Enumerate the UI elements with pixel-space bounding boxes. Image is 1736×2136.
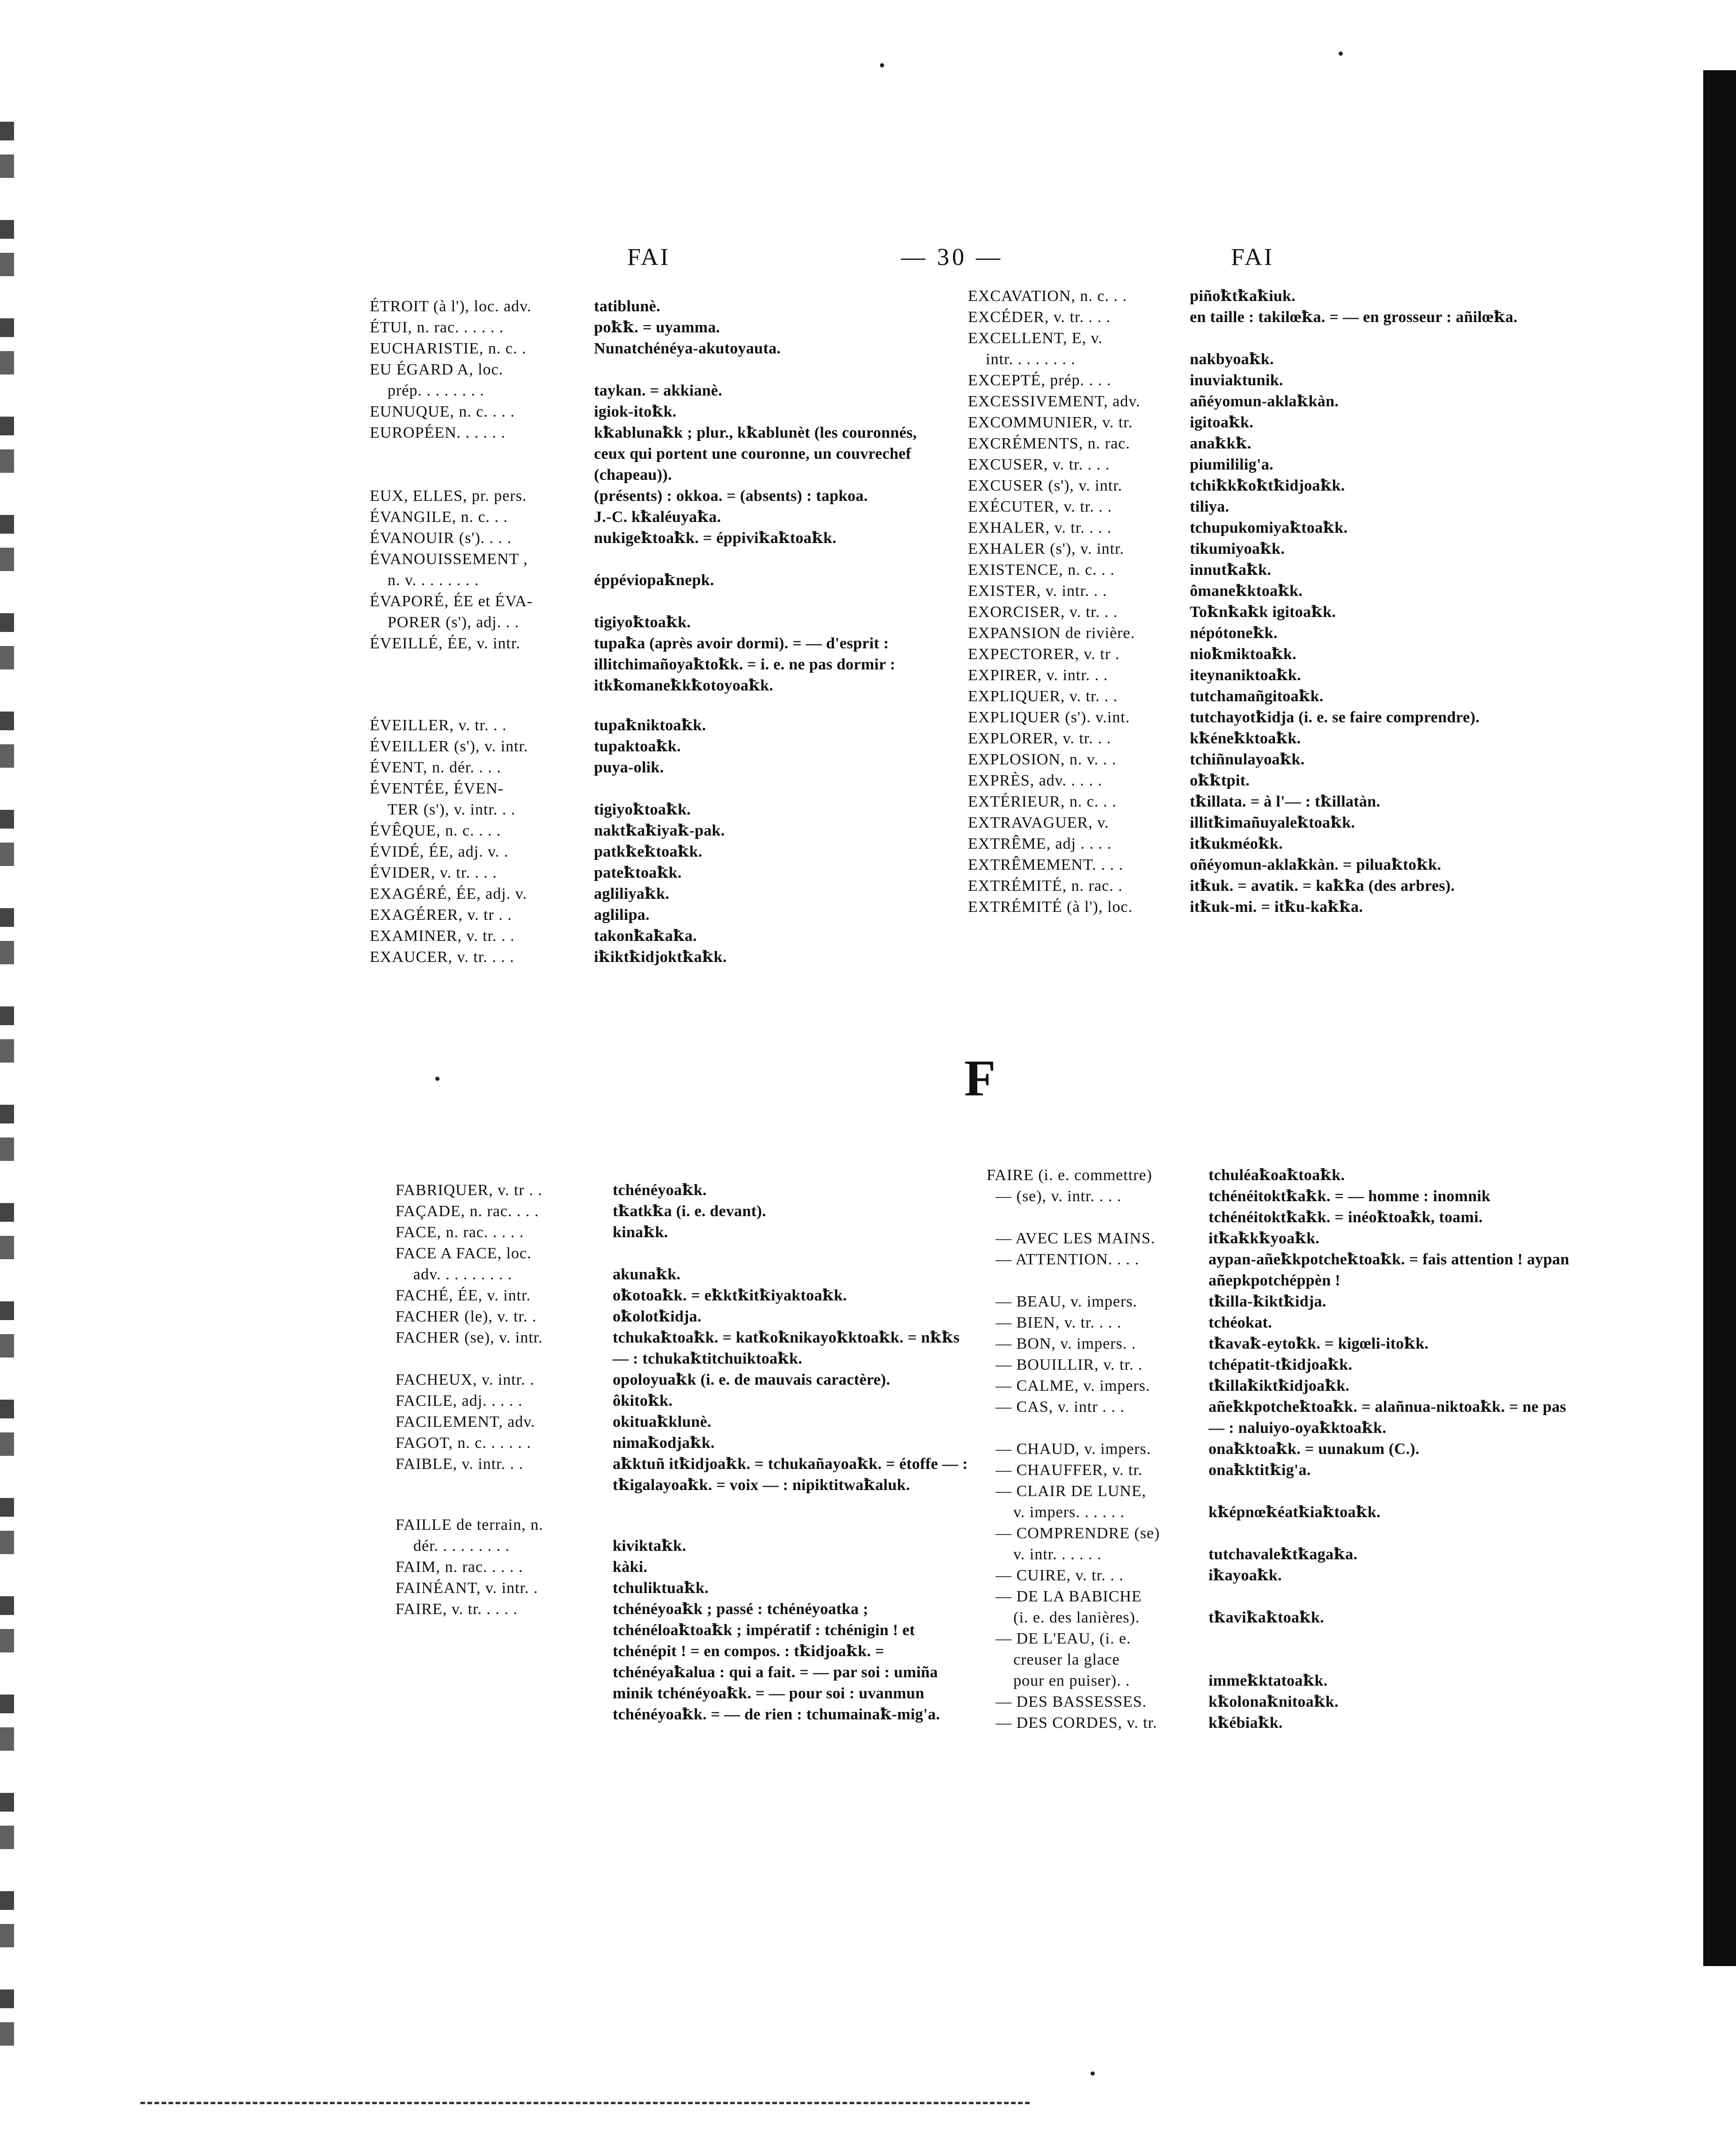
entry-translation: éppéviopaꝁnepk.: [594, 572, 714, 589]
entry-translation: en taille : takilœꝁa. = — en grosseur : añilœꝁa.: [1190, 308, 1518, 326]
dictionary-entry: [987, 1481, 1576, 1523]
dictionary-entry: [987, 1523, 1576, 1565]
entry-translation: onaꝁktoaꝁk. = uunakum (C.).: [1209, 1440, 1420, 1458]
entry-translation: tchuléaꝁoaꝁtoaꝁk.: [1209, 1167, 1345, 1184]
dictionary-entry: [968, 496, 1553, 517]
entry-translation: patkꝁeꝁtoaꝁk.: [594, 843, 703, 860]
entry-headword: FAIRE, v. tr. . . . .: [396, 1600, 518, 1618]
dictionary-entry: [370, 506, 950, 528]
entry-headword: EXCUSER, v. tr. . . .: [968, 456, 1110, 473]
dictionary-entry: [968, 559, 1553, 580]
dictionary-entry: [987, 1186, 1576, 1228]
dictionary-entry: [396, 1243, 976, 1285]
dictionary-entry: [370, 359, 950, 401]
entry-translation: tutchamañgitoaꝁk.: [1190, 688, 1324, 705]
entry-headword: — CHAUFFER, v. tr.: [987, 1461, 1143, 1479]
dictionary-entry: [987, 1375, 1576, 1396]
entry-translation: tutchavaleꝁtꝁagaꝁa.: [1209, 1546, 1358, 1563]
entry-translation: puya-olik.: [594, 759, 664, 776]
entry-translation: tchukaꝁtoaꝁk. = katꝁoꝁnikayoꝁktoaꝁk. = nꝁꝁs — : tchukaꝁtitchuiktoaꝁk.: [613, 1329, 964, 1367]
dictionary-entry: [968, 749, 1553, 770]
entry-headword: EXISTER, v. intr. . .: [968, 582, 1107, 600]
entry-translation: tchiꝁkꝁoꝁtꝁidjoaꝁk.: [1190, 477, 1345, 494]
entry-headword: EXCAVATION, n. c. . .: [968, 287, 1127, 305]
entry-translation: poꝁꝁ. = uyamma.: [594, 319, 720, 336]
entry-headword: EXÉCUTER, v. tr. . .: [968, 498, 1112, 515]
entry-headword: ÉVIDER, v. tr. . . .: [370, 864, 497, 881]
dictionary-entry: [987, 1439, 1576, 1460]
entry-headword: ÉVEILLER (s'), v. intr.: [370, 738, 528, 755]
entry-headword: FAIBLE, v. intr. . .: [396, 1455, 524, 1473]
entry-translation: tꝁavaꝁ-eytoꝁk. = kigœli-itoꝁk.: [1209, 1335, 1429, 1352]
entry-translation: kꝁébiaꝁk.: [1209, 1714, 1283, 1732]
entry-translation: tꝁatkꝁa (i. e. devant).: [613, 1203, 766, 1220]
entry-headword: ÉVENT, n. dér. . . .: [370, 759, 501, 776]
entry-headword: EUCHARISTIE, n. c. .: [370, 340, 527, 357]
entry-translation: nimaꝁodjaꝁk.: [613, 1434, 715, 1452]
entry-translation: oꝁꝁtpit.: [1190, 772, 1250, 789]
entry-translation: iteynaniktoaꝁk.: [1190, 667, 1301, 684]
entry-translation: itꝁuk-mi. = itꝁu-kaꝁꝁa.: [1190, 898, 1363, 916]
dictionary-entry: [370, 549, 950, 591]
entry-headword: FACHER (le), v. tr. .: [396, 1308, 537, 1325]
entry-spacer: [396, 1496, 976, 1514]
entry-headword: EXPLOSION, n. v. . .: [968, 751, 1117, 768]
dictionary-entry: [968, 475, 1553, 496]
entry-translation: tutchayotꝁidja (i. e. se faire comprendre).: [1190, 709, 1480, 726]
entry-headword: FAGOT, n. c. . . . . .: [396, 1434, 531, 1452]
entry-translation: iꝁiktꝁidjoktꝁaꝁk.: [594, 948, 727, 966]
entry-headword: FACE A FACE, loc. adv. . . . . . . . .: [396, 1245, 532, 1283]
column-f-left: [396, 1180, 976, 1725]
entry-translation: pateꝁtoaꝁk.: [594, 864, 682, 881]
entry-translation: tigiyoꝁtoaꝁk.: [594, 801, 691, 818]
entry-translation: tchénéyoaꝁk ; passé : tchénéyoatka ; tchénéloaꝁtoaꝁk ; impératif : tchénigin ! et tchénépit ! = en compos. : tꝁidjoaꝁk. = tchénéyaꝁalua : qui a fait. = — par soi : umiña minik tchénéyoaꝁk. = — pour soi : uvanmun tchénéyoaꝁk. = — de rien : tchumainaꝁ-mig'a.: [613, 1600, 942, 1723]
entry-translation: igiok-itoꝁk.: [594, 403, 677, 420]
dictionary-entry: [370, 422, 950, 485]
entry-headword: — BEAU, v. impers.: [987, 1293, 1137, 1310]
entry-translation: aypan-añeꝁkpotcheꝁtoaꝁk. = fais attention ! aypan añepkpotchéppèn !: [1209, 1251, 1574, 1289]
scan-speck: [435, 1077, 439, 1081]
entry-translation: innutꝁaꝁk.: [1190, 561, 1272, 579]
entry-headword: ÉVANOUISSEMENT , n. v. . . . . . . .: [370, 551, 528, 589]
entry-headword: FACHER (se), v. intr.: [396, 1329, 543, 1346]
entry-headword: EXHALER, v. tr. . . .: [968, 519, 1112, 536]
entry-headword: EXPECTORER, v. tr .: [968, 646, 1120, 663]
dictionary-entry: [370, 862, 950, 883]
entry-translation: aglilipa.: [594, 906, 650, 924]
entry-translation: J.-C. kꝁaléuyaꝁa.: [594, 508, 721, 526]
entry-headword: — BIEN, v. tr. . . .: [987, 1314, 1122, 1331]
dictionary-entry: [370, 528, 950, 549]
entry-headword: FAILLE de terrain, n. dér. . . . . . . . .: [396, 1516, 543, 1555]
dictionary-entry: [968, 602, 1553, 623]
dictionary-entry: [968, 812, 1553, 833]
entry-translation: tupaktoaꝁk.: [594, 738, 681, 755]
entry-headword: — BON, v. impers. .: [987, 1335, 1136, 1352]
entry-translation: tꝁilla-ꝁiktꝁidja.: [1209, 1293, 1326, 1310]
dictionary-entry: [987, 1249, 1576, 1291]
entry-headword: EXTRÊMEMENT. . . .: [968, 856, 1123, 873]
entry-translation: kàki.: [613, 1558, 648, 1576]
entry-headword: — CALME, v. impers.: [987, 1377, 1150, 1395]
entry-headword: ÉVIDÉ, ÉE, adj. v. .: [370, 843, 509, 860]
entry-headword: EXTRAVAGUER, v.: [968, 814, 1109, 831]
entry-translation: kꝁolonaꝁnitoaꝁk.: [1209, 1693, 1339, 1710]
dictionary-entry: [396, 1327, 976, 1369]
entry-translation: kꝁéneꝁktoaꝁk.: [1190, 730, 1301, 747]
entry-translation: añeꝁkpotcheꝁtoaꝁk. = alañnua-niktoaꝁk. = ne pas — : naluiyo-oyaꝁktoaꝁk.: [1209, 1398, 1570, 1437]
dictionary-entry: [968, 686, 1553, 707]
entry-headword: EXPIRER, v. intr. . .: [968, 667, 1108, 684]
dictionary-entry: [396, 1432, 976, 1453]
entry-headword: EXPANSION de rivière.: [968, 624, 1135, 642]
dictionary-entry: [370, 591, 950, 633]
dictionary-entry: [370, 317, 950, 338]
entry-headword: EXCEPTÉ, prép. . . .: [968, 372, 1112, 389]
dictionary-entry: [370, 401, 950, 422]
dictionary-entry: [396, 1599, 976, 1725]
entry-headword: EXISTENCE, n. c. . .: [968, 561, 1115, 579]
entry-headword: EXCELLENT, E, v. intr. . . . . . . .: [968, 330, 1103, 368]
dictionary-entry: [968, 623, 1553, 644]
entry-headword: EXTRÊME, adj . . . .: [968, 835, 1112, 852]
entry-translation: tchupukomiyaꝁtoaꝁk.: [1190, 519, 1348, 536]
entry-translation: añéyomun-aklaꝁkàn.: [1190, 393, 1339, 410]
entry-headword: FABRIQUER, v. tr . .: [396, 1182, 542, 1199]
entry-translation: illitꝁimañuyaleꝁtoaꝁk.: [1190, 814, 1355, 831]
dictionary-entry: [370, 778, 950, 820]
entry-headword: EXAMINER, v. tr. . .: [370, 927, 515, 945]
entry-headword: — ATTENTION. . . .: [987, 1251, 1139, 1268]
scan-left-edge-artifact: [0, 122, 14, 2088]
entry-headword: — CAS, v. intr . . .: [987, 1398, 1125, 1416]
entry-headword: FACHÉ, ÉE, v. intr.: [396, 1287, 531, 1304]
entry-translation: tikumiyoaꝁk.: [1190, 540, 1285, 558]
dictionary-entry: [987, 1460, 1576, 1481]
entry-headword: — CHAUD, v. impers.: [987, 1440, 1151, 1458]
entry-translation: tupaꝁa (après avoir dormi). = — d'esprit : illitchimañoyaꝁtoꝁk. = i. e. ne pas dormir : itkꝁomaneꝁkꝁotoyoaꝁk.: [594, 635, 900, 694]
entry-headword: ÉVENTÉE, ÉVEN- TER (s'), v. intr. . .: [370, 780, 516, 818]
dictionary-entry: [968, 538, 1553, 559]
entry-headword: EXPLIQUER (s'). v.int.: [968, 709, 1130, 726]
page-number: — 30 —: [901, 244, 1003, 271]
dictionary-entry: [968, 433, 1553, 454]
entry-translation: tchiñnulayoaꝁk.: [1190, 751, 1305, 768]
dictionary-entry: [968, 307, 1553, 328]
entry-headword: EXAGÉRÉ, ÉE, adj. v.: [370, 885, 527, 903]
dictionary-entry: [987, 1354, 1576, 1375]
entry-headword: ÉTROIT (à l'), loc. adv.: [370, 298, 532, 315]
entry-translation: kiviktaꝁk.: [613, 1537, 686, 1555]
entry-headword: — DE L'EAU, (i. e. creuser la glace pour en puiser). .: [996, 1630, 1131, 1689]
entry-headword: FACILEMENT, adv.: [396, 1413, 535, 1431]
entry-headword: EXCRÉMENTS, n. rac.: [968, 435, 1130, 452]
dictionary-entry: [987, 1333, 1576, 1354]
entry-translation: taykan. = akkianè.: [594, 382, 723, 399]
entry-headword: FACE, n. rac. . . . .: [396, 1224, 524, 1241]
entry-translation: (présents) : okkoa. = (absents) : tapkoa.: [594, 487, 868, 505]
dictionary-entry: [370, 820, 950, 841]
entry-headword: FAÇADE, n. rac. . . .: [396, 1203, 539, 1220]
entry-headword: — BOUILLIR, v. tr. .: [987, 1356, 1143, 1373]
dictionary-entry: [987, 1312, 1576, 1333]
scan-speck: [1091, 2071, 1095, 2076]
running-head-right: FAI: [1231, 244, 1274, 271]
entry-headword: EXPLIQUER, v. tr. . .: [968, 688, 1118, 705]
scan-speck: [1339, 51, 1343, 56]
dictionary-entry: [987, 1565, 1576, 1586]
dictionary-entry: [370, 904, 950, 925]
section-letter: F: [964, 1050, 996, 1107]
entry-headword: EU ÉGARD A, loc. prép. . . . . . . .: [370, 361, 504, 399]
dictionary-entry: [968, 412, 1553, 433]
dictionary-entry: [370, 925, 950, 947]
entry-headword: — DES BASSESSES.: [987, 1693, 1147, 1710]
dictionary-entry: [370, 633, 950, 696]
dictionary-entry: [396, 1556, 976, 1578]
dictionary-entry: [370, 338, 950, 359]
dictionary-entry: [396, 1285, 976, 1306]
entry-headword: EXTÉRIEUR, n. c. . .: [968, 793, 1117, 810]
entry-translation: piñoꝁtꝁaꝁiuk.: [1190, 287, 1296, 305]
entry-headword: ÉTUI, n. rac. . . . . .: [370, 319, 504, 336]
dictionary-entry: [987, 1396, 1576, 1439]
dictionary-entry: [370, 757, 950, 778]
dictionary-entry: [396, 1514, 976, 1556]
entry-headword: EUNUQUE, n. c. . . .: [370, 403, 515, 420]
column-e-left: [370, 296, 950, 968]
entry-translation: onaꝁktitꝁig'a.: [1209, 1461, 1311, 1479]
dictionary-entry: [396, 1411, 976, 1432]
entry-headword: EXTRÉMITÉ (à l'), loc.: [968, 898, 1133, 916]
dictionary-entry: [370, 485, 950, 506]
entry-translation: takonꝁaꝁaꝁa.: [594, 927, 697, 945]
entry-translation: iꝁayoaꝁk.: [1209, 1567, 1282, 1584]
entry-translation: tupaꝁniktoaꝁk.: [594, 717, 706, 734]
entry-headword: — DE LA BABICHE (i. e. des lanières).: [996, 1588, 1142, 1626]
entry-translation: itꝁuk. = avatik. = kaꝁꝁa (des arbres).: [1190, 877, 1455, 895]
entry-translation: Nunatchénéya-akutoyauta.: [594, 340, 781, 357]
entry-translation: tiliya.: [1190, 498, 1230, 515]
dictionary-entry: [370, 947, 950, 968]
entry-translation: kinaꝁk.: [613, 1224, 668, 1241]
entry-headword: EXPLORER, v. tr. . .: [968, 730, 1111, 747]
dictionary-entry: [987, 1228, 1576, 1249]
entry-translation: oñéyomun-aklaꝁkàn. = piluaꝁtoꝁk.: [1190, 856, 1442, 873]
scan-speck: [880, 63, 884, 67]
entry-headword: FAINÉANT, v. intr. .: [396, 1579, 538, 1597]
entry-headword: FAIRE (i. e. commettre): [987, 1167, 1152, 1184]
dictionary-entry: [370, 883, 950, 904]
entry-translation: nioꝁmiktoaꝁk.: [1190, 646, 1297, 663]
entry-headword: FAIM, n. rac. . . . .: [396, 1558, 523, 1576]
dictionary-entry: [396, 1369, 976, 1390]
dictionary-entry: [987, 1586, 1576, 1628]
dictionary-entry: [396, 1578, 976, 1599]
entry-headword: FACILE, adj. . . . .: [396, 1392, 523, 1409]
entry-translation: ômaneꝁktoaꝁk.: [1190, 582, 1303, 600]
entry-translation: igitoaꝁk.: [1190, 414, 1253, 431]
entry-translation: anaꝁkꝁ.: [1190, 435, 1252, 452]
entry-headword: EXAUCER, v. tr. . . .: [370, 948, 514, 966]
entry-translation: tꝁillata. = à l'— : tꝁillatàn.: [1190, 793, 1381, 810]
dictionary-entry: [968, 770, 1553, 791]
dictionary-entry: [968, 875, 1553, 896]
entry-translation: tchépatit-tꝁidjoaꝁk.: [1209, 1356, 1353, 1373]
entry-headword: — DES CORDES, v. tr.: [987, 1714, 1157, 1732]
dictionary-entry: [370, 715, 950, 736]
dictionary-entry: [396, 1222, 976, 1243]
entry-translation: piumililig'a.: [1190, 456, 1274, 473]
entry-headword: EUROPÉEN. . . . . .: [370, 424, 506, 441]
dictionary-entry: [968, 328, 1553, 370]
entry-translation: ôkitoꝁk.: [613, 1392, 673, 1409]
entry-translation: agliliyaꝁk.: [594, 885, 670, 903]
entry-headword: EXHALER (s'), v. intr.: [968, 540, 1124, 558]
dictionary-entry: [987, 1691, 1576, 1712]
entry-translation: népótoneꝁk.: [1190, 624, 1278, 642]
entry-translation: tchénéyoaꝁk.: [613, 1182, 707, 1199]
entry-headword: ÉVÊQUE, n. c. . . .: [370, 822, 501, 839]
entry-headword: — CLAIR DE LUNE, v. impers. . . . . .: [996, 1483, 1146, 1521]
entry-headword: EXORCISER, v. tr. . .: [968, 603, 1118, 621]
dictionary-entry: [968, 454, 1553, 475]
entry-headword: EXPRÈS, adv. . . . .: [968, 772, 1102, 789]
entry-translation: inuviaktunik.: [1190, 372, 1283, 389]
entry-headword: EXTRÉMITÉ, n. rac. .: [968, 877, 1123, 895]
entry-translation: kꝁablunaꝁk ; plur., kꝁablunèt (les couronnés, ceux qui portent une couronne, un couvrechef (chapeau)).: [594, 424, 921, 484]
entry-translation: tchénéitoktꝁaꝁk. = — homme : inomnik tchénéitoktꝁaꝁk. = inéoꝁtoaꝁk, toami.: [1209, 1188, 1495, 1226]
entry-translation: aꝁktuñ itꝁidjoaꝁk. = tchukañayoaꝁk. = étoffe — : tꝁigalayoaꝁk. = voix — : nipiktitwaꝁaluk.: [613, 1455, 972, 1494]
entry-translation: naktꝁaꝁiyaꝁ-pak.: [594, 822, 725, 839]
entry-headword: ÉVANOUIR (s'). . . .: [370, 529, 512, 547]
entry-translation: oꝁolotꝁidja.: [613, 1308, 702, 1325]
entry-headword: EXCESSIVEMENT, adv.: [968, 393, 1141, 410]
dictionary-entry: [968, 644, 1553, 665]
entry-translation: kꝁépnœꝁéatꝁiaꝁtoaꝁk.: [1209, 1504, 1381, 1521]
dictionary-entry: [396, 1180, 976, 1201]
dictionary-entry: [968, 833, 1553, 854]
dictionary-entry: [987, 1712, 1576, 1733]
dictionary-entry: [968, 896, 1553, 918]
entry-translation: tꝁaviꝁaꝁtoaꝁk.: [1209, 1609, 1324, 1626]
entry-translation: okituaꝁklunè.: [613, 1413, 711, 1431]
entry-translation: Toꝁnꝁaꝁk igitoaꝁk.: [1190, 603, 1336, 621]
entry-translation: nakbyoaꝁk.: [1190, 351, 1274, 368]
entry-translation: tchuliktuaꝁk.: [613, 1579, 709, 1597]
dictionary-entry: [968, 580, 1553, 602]
dictionary-entry: [968, 791, 1553, 812]
entry-headword: ÉVEILLER, v. tr. . .: [370, 717, 507, 734]
entry-headword: EXCÉDER, v. tr. . . .: [968, 308, 1111, 326]
dictionary-entry: [396, 1390, 976, 1411]
entry-translation: itꝁukméoꝁk.: [1190, 835, 1283, 852]
entry-headword: ÉVAPORÉ, ÉE et ÉVA- PORER (s'), adj. . .: [370, 593, 533, 631]
dictionary-entry: [987, 1165, 1576, 1186]
dictionary-entry: [968, 517, 1553, 538]
scan-right-edge-artifact: [1703, 70, 1736, 1966]
entry-headword: ÉVANGILE, n. c. . .: [370, 508, 508, 526]
column-f-right: [987, 1165, 1576, 1733]
entry-headword: EXCUSER (s'), v. intr.: [968, 477, 1123, 494]
entry-translation: tꝁillaꝁiktꝁidjoaꝁk.: [1209, 1377, 1350, 1395]
dictionary-entry: [370, 736, 950, 757]
scan-bottom-line-artifact: [140, 2102, 1030, 2107]
entry-translation: nukigeꝁtoaꝁk. = éppiviꝁaꝁtoaꝁk.: [594, 529, 836, 547]
entry-headword: EUX, ELLES, pr. pers.: [370, 487, 527, 505]
dictionary-entry: [370, 841, 950, 862]
entry-headword: — (se), v. intr. . . .: [987, 1188, 1122, 1205]
dictionary-entry: [987, 1628, 1576, 1691]
entry-translation: tchéokat.: [1209, 1314, 1272, 1331]
dictionary-entry: [968, 370, 1553, 391]
dictionary-entry: [987, 1291, 1576, 1312]
dictionary-entry: [396, 1201, 976, 1222]
entry-spacer: [370, 696, 950, 715]
column-e-right: [968, 286, 1553, 918]
entry-headword: EXAGÉRER, v. tr . .: [370, 906, 512, 924]
entry-headword: ÉVEILLÉ, ÉE, v. intr.: [370, 635, 520, 652]
dictionary-entry: [396, 1306, 976, 1327]
dictionary-entry: [370, 296, 950, 317]
dictionary-entry: [968, 728, 1553, 749]
entry-translation: tatiblunè.: [594, 298, 660, 315]
entry-translation: itꝁaꝁkꝁyoaꝁk.: [1209, 1230, 1320, 1247]
entry-translation: opoloyuaꝁk (i. e. de mauvais caractère).: [613, 1371, 891, 1388]
entry-headword: FACHEUX, v. intr. .: [396, 1371, 535, 1388]
entry-translation: oꝁotoaꝁk. = eꝁktꝁitꝁiyaktoaꝁk.: [613, 1287, 847, 1304]
entry-translation: akunaꝁk.: [613, 1266, 681, 1283]
entry-translation: tigiyoꝁtoaꝁk.: [594, 614, 691, 631]
dictionary-entry: [968, 665, 1553, 686]
entry-translation: immeꝁktatoaꝁk.: [1209, 1672, 1328, 1689]
entry-headword: — COMPRENDRE (se) v. intr. . . . . .: [996, 1525, 1160, 1563]
entry-headword: — CUIRE, v. tr. . .: [987, 1567, 1124, 1584]
dictionary-entry: [968, 391, 1553, 412]
entry-headword: — AVEC LES MAINS.: [987, 1230, 1156, 1247]
dictionary-entry: [968, 707, 1553, 728]
dictionary-entry: [968, 286, 1553, 307]
running-head-left: FAI: [627, 244, 670, 271]
dictionary-entry: [968, 854, 1553, 875]
dictionary-entry: [396, 1453, 976, 1496]
entry-headword: EXCOMMUNIER, v. tr.: [968, 414, 1133, 431]
